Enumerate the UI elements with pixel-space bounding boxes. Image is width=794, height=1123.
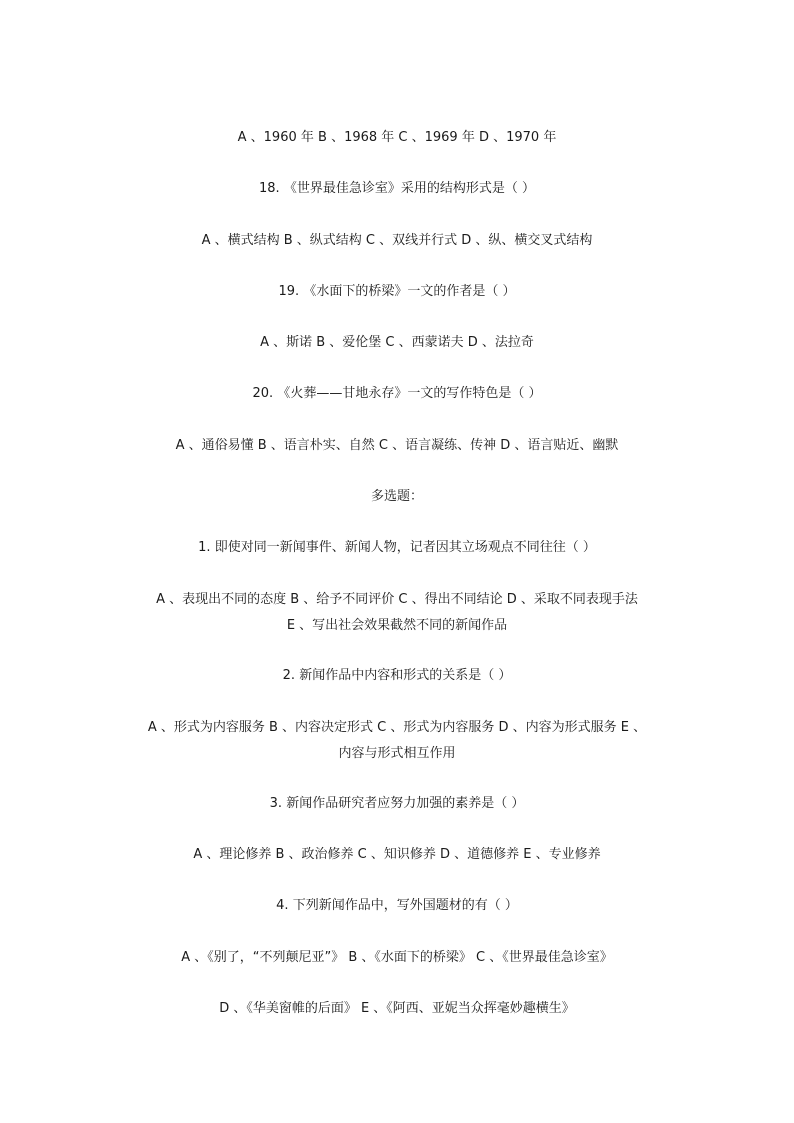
q19-options: A 、斯诺 B 、爱伦堡 C 、西蒙诺夫 D 、法拉奇 [260,335,534,350]
mc3-question: 3. 新闻作品研究者应努力加强的素养是（ ） [269,796,525,811]
q20-question: 20. 《火葬——甘地永存》一文的写作特色是（ ） [252,386,542,401]
section-heading-multiple-choice: 多选题： [370,489,423,504]
q19-question: 19. 《水面下的桥梁》一文的作者是（ ） [278,284,516,299]
q18-question: 18. 《世界最佳急诊室》采用的结构形式是（ ） [259,181,535,196]
q18-options: A 、横式结构 B 、纵式结构 C 、双线并行式 D 、纵、横交叉式结构 [201,233,593,248]
mc2-options: A 、形式为内容服务 B 、内容决定形式 C 、形式为内容服务 D 、内容为形式服务 E 、 [147,720,647,735]
mc2-question: 2. 新闻作品中内容和形式的关系是（ ） [282,668,512,683]
mc1-options: A 、表现出不同的态度 B 、给予不同评价 C 、得出不同结论 D 、采取不同表现手法 [156,592,638,607]
q20-options: A 、通俗易懂 B 、语言朴实、自然 C 、语言凝练、传神 D 、语言贴近、幽默 [175,438,619,453]
mc2-options-cont: 内容与形式相互作用 [338,746,456,761]
q17-options: A 、1960 年 B 、1968 年 C 、1969 年 D 、1970 年 [237,130,557,145]
mc1-question: 1. 即使对同一新闻事件、新闻人物，记者因其立场观点不同往往（ ） [198,540,596,555]
mc4-options-cont: D 、《华美窗帷的后面》 E 、《阿西、亚妮当众挥毫妙趣横生》 [219,1001,575,1016]
mc4-options: A 、《别了，“不列颠尼亚”》 B 、《水面下的桥梁》 C 、《世界最佳急诊室》 [181,950,613,965]
mc1-options-cont: E 、写出社会效果截然不同的新闻作品 [286,618,508,633]
mc4-question: 4. 下列新闻作品中，写外国题材的有（ ） [276,898,518,913]
mc3-options: A 、理论修养 B 、政治修养 C 、知识修养 D 、道德修养 E 、专业修养 [193,847,601,862]
